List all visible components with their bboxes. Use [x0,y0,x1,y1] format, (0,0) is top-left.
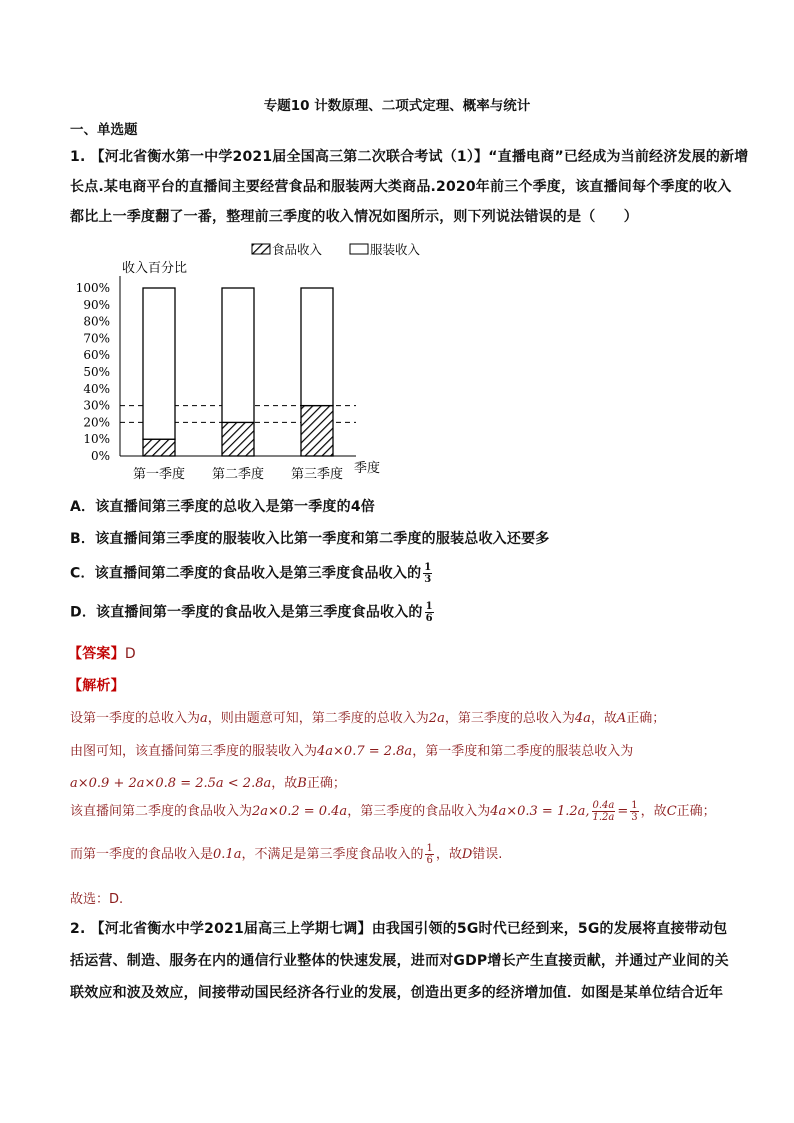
fraction-denominator: 3 [631,812,638,823]
math-expression: C [666,804,677,819]
question-2-line-1: 2. 【河北省衡水中学2021届高三上学期七调】由我国引领的5G时代已经到来，5G的发展将直接带动包 [70,921,728,937]
solution-line-5 [70,843,502,866]
fraction-denominator: 6 [425,613,433,624]
solution-line-1 [70,707,665,726]
solution-text: ，第三季度的总收入为 [444,711,575,726]
math-expression: a [200,711,208,726]
option-c [70,562,434,585]
fraction-numerator: 0.4a [592,800,615,811]
question-2-line-2: 括运营、制造、服务在内的通信行业整体的快速发展，进而对GDP增长产生直接贡献，并通过产业间的关 [70,953,729,969]
solution-text: 正确； [626,711,666,726]
y-tick-label: 50% [83,365,110,379]
y-tick-label: 0% [90,449,110,463]
clothing-income-bar [143,288,175,439]
y-tick-label: 20% [83,415,110,430]
y-tick-label: 40% [83,381,110,396]
chart-bars [143,288,333,456]
math-expression: B [297,776,307,791]
question-2-line-3: 联效应和波及效应，间接带动国民经济各行业的发展，创造出更多的经济增加值．如图是某单位结合近年 [70,985,724,1001]
fraction [630,800,638,823]
y-tick-label: 10% [83,432,110,447]
income-chart [66,236,426,486]
answer-value: D [124,646,136,662]
solution-text: 正确； [306,776,346,791]
legend-swatch [350,244,368,254]
question-1-line-2: 长点.某电商平台的直播间主要经营食品和服装两大类商品.2020年前三个季度，该直播间每个季度的收入 [70,179,732,195]
solution-text: ，第三季度的食品收入为 [347,804,491,819]
option-d [70,601,436,624]
fraction-numerator: 1 [424,562,432,573]
math-expression: A [616,711,627,726]
solution-text: ，故 [271,776,298,791]
math-expression: a×0.9 + 2a×0.8 = 2.5a < 2.8a [70,776,272,791]
fraction-numerator: 1 [631,800,638,811]
y-tick-label: 60% [83,348,110,363]
chart-x-ticks [133,466,343,482]
legend-swatch [252,244,270,254]
math-expression: 4a×0.7 = 2.8a [317,744,413,759]
food-income-bar [222,422,254,456]
food-income-bar [301,406,333,456]
fraction-denominator: 1.2a [592,812,615,823]
solution-line-2 [70,740,633,759]
solution-text: 正确； [676,804,716,819]
solution-text: 而第一季度的食品收入是 [70,847,214,862]
y-tick-label: 100% [75,281,110,295]
question-1-line-3: 都比上一季度翻了一番，整理前三季度的收入情况如图所示，则下列说法错误的是（ ） [70,209,638,225]
math-expression: 4a×0.3 = 1.2a, [490,804,590,819]
solution-text: ，故 [590,711,617,726]
clothing-income-bar [301,288,333,406]
math-expression: 0.1a [213,847,242,862]
y-tick-label: 70% [83,331,110,346]
solution-text: ，故 [640,804,667,819]
math-expression: 4a [574,711,591,726]
chart-x-axis-label: 季度 [354,461,381,476]
option-a: A．该直播间第三季度的总收入是第一季度的4倍 [70,499,375,515]
fraction-numerator: 1 [426,843,433,854]
legend-label: 服装收入 [370,242,421,257]
fraction-denominator: 6 [426,855,433,866]
fraction-numerator: 1 [425,601,433,612]
math-expression: 2a [428,711,445,726]
legend-label: 食品收入 [272,242,323,257]
solution-text: 错误. [472,847,503,862]
analysis-label: 【解析】 [68,678,125,694]
solution-text: ，故 [435,847,462,862]
option-d-fraction [425,601,434,624]
solution-text: 由图可知，该直播间第三季度的服装收入为 [70,744,318,759]
option-c-fraction [423,562,432,585]
fraction-denominator: 3 [424,574,432,585]
chart-y-ticks [76,281,110,463]
chart-y-axis-label: 收入百分比 [122,261,188,276]
solution-line-4 [70,800,716,823]
option-d-text: D．该直播间第一季度的食品收入是第三季度食品收入的 [70,604,423,621]
math-expression: = [617,804,629,819]
solution-text: 设第一季度的总收入为 [70,711,201,726]
question-1-line-1: 1. 【河北省衡水第一中学2021届全国高三第二次联合考试（1）】“直播电商”已经成为当前经济发展的新增 [70,149,749,165]
math-expression: D [461,847,473,862]
solution-text: ，则由题意可知，第二季度的总收入为 [207,711,429,726]
math-expression: 2a×0.2 = 0.4a [252,804,348,819]
fraction [425,843,433,866]
solution-text: 该直播间第二季度的食品收入为 [70,804,253,819]
section-heading: 一、单选题 [70,122,138,138]
solution-text: ，不满足是第三季度食品收入的 [241,847,424,862]
y-tick-label: 80% [83,314,110,329]
x-tick-label: 第二季度 [211,467,265,482]
x-tick-label: 第三季度 [290,467,344,482]
food-income-bar [143,439,175,456]
chart-legend [252,242,421,257]
option-c-text: C．该直播间第二季度的食品收入是第三季度食品收入的 [70,565,422,582]
answer-label: 【答案】 [68,646,125,662]
x-tick-label: 第一季度 [132,467,186,482]
y-tick-label: 30% [83,398,110,413]
solution-line-3 [70,772,346,791]
option-b: B．该直播间第三季度的服装收入比第一季度和第二季度的服装总收入还要多 [70,531,550,547]
page-title: 专题10 计数原理、二项式定理、概率与统计 [263,98,531,114]
solution-text: ，第一季度和第二季度的服装总收入为 [412,744,634,759]
answer-line [68,643,136,663]
clothing-income-bar [222,288,254,422]
solution-conclusion: 故选：D. [70,892,124,907]
y-tick-label: 90% [83,297,110,312]
fraction [592,800,616,823]
